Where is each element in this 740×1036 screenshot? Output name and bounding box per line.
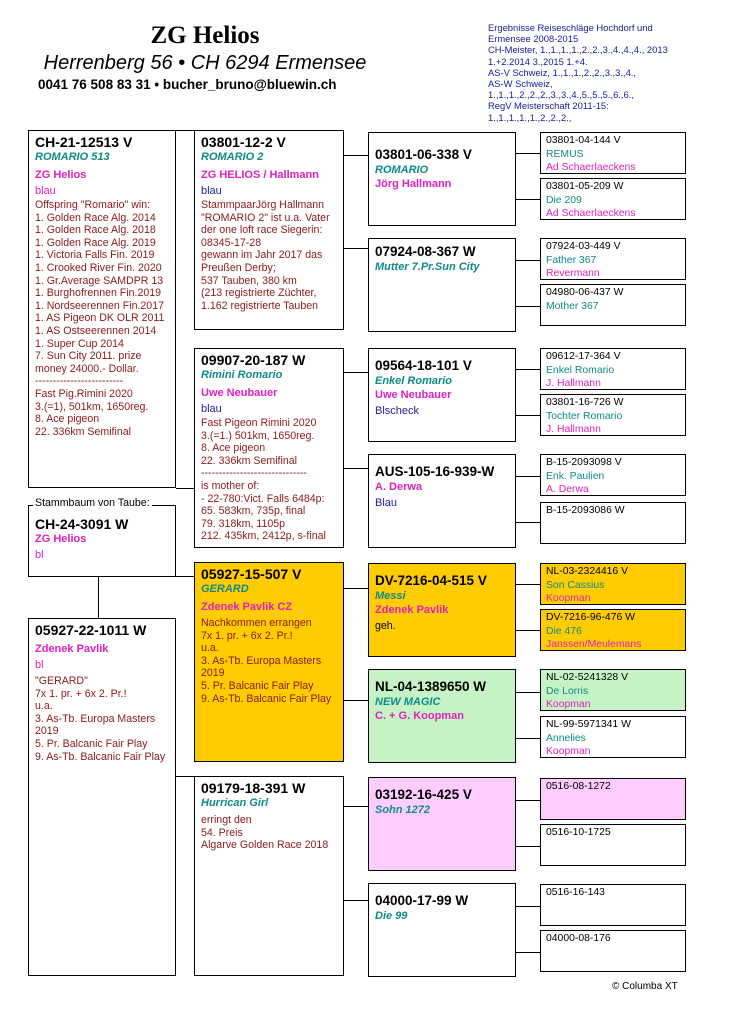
pigeon-color: geh. bbox=[375, 620, 396, 632]
connector-line bbox=[344, 468, 368, 469]
note-line: Fast Pigeon Rimini 2020 bbox=[201, 417, 317, 429]
note-line: - 22-780:Vict. Falls 6484p: bbox=[201, 492, 325, 505]
results-line: 1.+2.2014 3.,2015 1.+4. bbox=[488, 55, 588, 67]
ring-number: 03192-16-425 V bbox=[375, 787, 472, 802]
owner-name: J. Hallmann bbox=[546, 378, 601, 389]
pigeon-color: bl bbox=[35, 549, 44, 561]
ancestor-card[interactable] bbox=[368, 883, 516, 977]
connector-line bbox=[344, 155, 368, 156]
note-line: 8. Ace pigeon bbox=[35, 413, 100, 426]
great-grandparent-card[interactable] bbox=[540, 609, 686, 651]
pigeon-name: Annelies bbox=[546, 732, 586, 744]
ring-number: 04980-06-437 W bbox=[546, 287, 624, 298]
ring-number: 07924-03-449 V bbox=[546, 241, 621, 252]
pigeon-name: De Lorris bbox=[546, 685, 589, 697]
note-line: 537 Tauben, 380 km bbox=[201, 274, 297, 287]
note-line: 5. Pr. Balcanic Fair Play bbox=[201, 679, 314, 692]
note-line: 3. As-Tb. Europa Masters bbox=[35, 712, 156, 725]
note-line: money 24000.- Dollar. bbox=[35, 362, 139, 375]
note-line: "GERARD" bbox=[35, 675, 88, 687]
pigeon-name: ROMARIO 513 bbox=[35, 151, 110, 163]
results-line: CH-Meister, 1.,1.,1.,1.,2.,2.,3.,4.,4.,4., 2013 bbox=[488, 44, 668, 56]
note-line: 1. Crooked River Fin. 2020 bbox=[35, 261, 162, 274]
results-line: RegV Meisterschaft 2011-15: bbox=[488, 100, 609, 112]
stammbaum-label: Stammbaum von Taube: bbox=[35, 497, 150, 509]
ring-number: 07924-08-367 W bbox=[375, 244, 476, 259]
ring-number: 09612-17-364 V bbox=[546, 351, 621, 362]
ring-number: 0516-08-1272 bbox=[546, 781, 611, 792]
connector-line bbox=[516, 800, 540, 801]
pigeon-color: blau bbox=[35, 185, 56, 197]
ancestor-card[interactable] bbox=[368, 454, 516, 548]
great-grandparent-card[interactable] bbox=[540, 132, 686, 174]
ring-number: 04000-17-99 W bbox=[375, 893, 469, 908]
owner-name: A. Derwa bbox=[546, 484, 589, 495]
great-grandparent-card[interactable] bbox=[540, 394, 686, 436]
results-line: AS-W Schweiz, bbox=[488, 78, 553, 90]
owner-name: Koopman bbox=[546, 699, 591, 710]
achievement-notes bbox=[201, 617, 337, 705]
sire-card[interactable] bbox=[194, 130, 344, 330]
owner-name: Koopman bbox=[546, 593, 591, 604]
owner-name: ZG HELIOS / Hallmann bbox=[201, 169, 319, 181]
connector-line bbox=[516, 846, 540, 847]
note-line: Preußen Derby; bbox=[201, 261, 276, 274]
pigeon-color: bl bbox=[35, 659, 44, 671]
ring-number: 03801-04-144 V bbox=[546, 135, 621, 146]
owner-name: ZG Helios bbox=[35, 169, 87, 181]
note-line: 1. Burghofrennen Fin.2019 bbox=[35, 287, 162, 300]
results-line: 1.,1.,1.,1.,1.,2.,2.,2., bbox=[488, 111, 572, 123]
ring-number: 09179-18-391 W bbox=[201, 780, 306, 796]
note-line: 1. Super Cup 2014 bbox=[35, 337, 124, 350]
pigeon-name: REMUS bbox=[546, 148, 584, 160]
owner-name: Uwe Neubauer bbox=[201, 387, 278, 399]
achievement-notes bbox=[201, 814, 337, 852]
connector-line bbox=[176, 576, 194, 577]
connector-line bbox=[516, 476, 540, 477]
note-line: 7x 1. pr. + 6x 2. Pr.! bbox=[35, 687, 127, 700]
great-grandparent-card[interactable] bbox=[540, 178, 686, 220]
owner-name: Zdenek Pavlik bbox=[35, 643, 109, 655]
ring-number: 09564-18-101 V bbox=[375, 358, 472, 373]
ring-number: 0516-16-143 bbox=[546, 887, 605, 898]
note-line: 2019 bbox=[35, 725, 59, 738]
connector-line bbox=[516, 522, 540, 523]
subject-card[interactable] bbox=[28, 130, 176, 488]
note-line: 212. 435km, 2412p, s-final bbox=[201, 530, 326, 543]
pigeon-name: Messi bbox=[375, 590, 406, 602]
connector-line bbox=[516, 630, 540, 631]
ring-number: 03801-16-726 W bbox=[546, 397, 624, 408]
connector-line bbox=[516, 199, 540, 200]
pigeon-name: Rimini Romario bbox=[201, 369, 283, 381]
pigeon-name: Mother 367 bbox=[546, 300, 599, 312]
pigeon-name: Die 209 bbox=[546, 194, 582, 206]
owner-name: Zdenek Pavlik CZ bbox=[201, 601, 293, 613]
pigeon-color: blau bbox=[201, 403, 222, 415]
note-line: u.a. bbox=[35, 700, 53, 713]
great-grandparent-card[interactable] bbox=[540, 238, 686, 280]
pigeon-name: ROMARIO 2 bbox=[201, 151, 264, 163]
note-line: 3.(=1), 501km, 1650reg. bbox=[35, 400, 149, 413]
pigeon-name: Father 367 bbox=[546, 254, 597, 266]
note-line: 65. 583km, 735p, final bbox=[201, 505, 306, 518]
connector-line bbox=[516, 306, 540, 307]
pigeon-name: GERARD bbox=[201, 583, 249, 595]
connector-line bbox=[176, 488, 194, 489]
ancestor-card[interactable] bbox=[368, 348, 516, 442]
connector-line bbox=[516, 906, 540, 907]
connector-line bbox=[344, 372, 368, 373]
connector-line bbox=[344, 700, 368, 701]
dam-sire-card[interactable] bbox=[194, 562, 344, 762]
great-grandparent-card[interactable] bbox=[540, 930, 686, 972]
note-line: 08345-17-28 bbox=[201, 236, 262, 249]
note-line: erringt den bbox=[201, 814, 252, 826]
ring-number: 09907-20-187 W bbox=[201, 352, 306, 368]
note-line: 1. Victoria Falls Fin. 2019 bbox=[35, 249, 155, 262]
note-line: 2019 bbox=[201, 667, 225, 680]
achievement-notes bbox=[35, 675, 169, 763]
note-line: gewann im Jahr 2017 das bbox=[201, 249, 323, 262]
note-line: 1. AS Ostseerennen 2014 bbox=[35, 324, 157, 337]
great-grandparent-card[interactable] bbox=[540, 563, 686, 605]
ancestor-card[interactable] bbox=[368, 777, 516, 871]
note-line: der one loft race Siegerin: bbox=[201, 224, 323, 237]
note-line: Offspring "Romario" win: bbox=[35, 199, 151, 211]
pigeon-name: Die 476 bbox=[546, 625, 582, 637]
connector-line bbox=[344, 900, 368, 901]
note-line: is mother of: bbox=[201, 479, 260, 492]
note-line: 5. Pr. Balcanic Fair Play bbox=[35, 737, 148, 750]
ring-number: 0516-10-1725 bbox=[546, 827, 611, 838]
note-line: (213 registrierte Züchter, bbox=[201, 287, 317, 300]
great-grandparent-card[interactable] bbox=[540, 716, 686, 758]
note-line: 3. As-Tb. Europa Masters bbox=[201, 654, 322, 667]
owner-name: C. + G. Koopman bbox=[375, 710, 464, 722]
ring-number: NL-04-1389650 W bbox=[375, 679, 487, 694]
ancestor-card[interactable] bbox=[368, 238, 516, 332]
note-line: 22. 336km Semifinal bbox=[35, 425, 131, 438]
ring-number: B-15-2093086 W bbox=[546, 505, 625, 516]
pigeon-name: Enkel Romario bbox=[546, 364, 615, 376]
note-line: ------------------------------ bbox=[201, 467, 307, 480]
ring-number: 05927-15-507 V bbox=[201, 566, 302, 582]
owner-name: A. Derwa bbox=[375, 481, 423, 493]
ring-number: DV-7216-04-515 V bbox=[375, 573, 487, 588]
owner-name: ZG Helios bbox=[35, 533, 87, 545]
pigeon-name: ROMARIO bbox=[375, 164, 429, 176]
ring-number: CH-21-12513 V bbox=[35, 134, 133, 150]
owner-name: Ad Schaerlaeckens bbox=[546, 208, 636, 219]
note-line: 79. 318km, 1105p bbox=[201, 517, 286, 530]
connector-line bbox=[516, 260, 540, 261]
pigeon-name: Son Cassius bbox=[546, 579, 605, 591]
ring-number: DV-7216-96-476 W bbox=[546, 612, 635, 623]
note-line: StammpaarJörg Hallmann bbox=[201, 199, 325, 211]
ancestor-card[interactable] bbox=[368, 669, 516, 763]
breeder-contact: 0041 76 508 83 31 • bucher_bruno@bluewin.ch bbox=[38, 77, 337, 92]
connector-line bbox=[98, 577, 99, 618]
note-line: 54. Preis bbox=[201, 826, 243, 839]
stammbaum-card[interactable] bbox=[28, 505, 176, 577]
note-line: 22. 336km Semifinal bbox=[201, 454, 297, 467]
pigeon-name: NEW MAGIC bbox=[375, 696, 441, 708]
achievement-notes bbox=[201, 417, 337, 543]
note-line: u.a. bbox=[201, 642, 219, 655]
ring-number: 05927-22-1011 W bbox=[35, 622, 147, 638]
pigeon-name: Enkel Romario bbox=[375, 375, 453, 387]
results-line: AS-V Schweiz, 1.,1.,1.,2.,2.,3.,3.,4., bbox=[488, 66, 636, 78]
ring-number: 03801-05-209 W bbox=[546, 181, 624, 192]
note-line: 1. Golden Race Alg. 2019 bbox=[35, 236, 156, 249]
ring-number: AUS-105-16-939-W bbox=[375, 464, 495, 479]
connector-line bbox=[176, 776, 194, 777]
note-line: 1. Golden Race Alg. 2014 bbox=[35, 211, 156, 224]
pigeon-name: Enk. Paulien bbox=[546, 470, 605, 482]
owner-name: J. Hallmann bbox=[546, 424, 601, 435]
note-line: Algarve Golden Race 2018 bbox=[201, 839, 329, 852]
great-grandparent-card[interactable] bbox=[540, 824, 686, 866]
ring-number: NL-03-2324416 V bbox=[546, 566, 629, 577]
connector-line bbox=[344, 806, 368, 807]
note-line: 7. Sun City 2011. prize bbox=[35, 350, 142, 363]
ring-number: B-15-2093098 V bbox=[546, 457, 622, 468]
connector-line bbox=[516, 952, 540, 953]
note-line: 8. Ace pigeon bbox=[201, 442, 266, 455]
pigeon-name: Sohn 1272 bbox=[375, 804, 431, 816]
sire-dam-card[interactable] bbox=[194, 348, 344, 548]
ancestor-card[interactable] bbox=[368, 563, 516, 657]
owner-name: Koopman bbox=[546, 746, 591, 757]
owner-name: Jörg Hallmann bbox=[375, 178, 452, 190]
connector-line bbox=[516, 692, 540, 693]
note-line: 3.(=1.) 501km, 1650reg. bbox=[201, 429, 315, 442]
ring-number: NL-02-5241328 V bbox=[546, 672, 629, 683]
breeder-address: Herrenberg 56 • CH 6294 Ermensee bbox=[43, 52, 367, 74]
note-line: 1.162 registrierte Tauben bbox=[201, 299, 319, 312]
pigeon-color: Blscheck bbox=[375, 405, 420, 417]
great-grandparent-card[interactable] bbox=[540, 502, 686, 544]
breeder-title: ZG Helios bbox=[150, 22, 260, 49]
results-line: Ergebnisse Reiseschläge Hochdorf und bbox=[488, 22, 653, 33]
great-grandparent-card[interactable] bbox=[540, 454, 686, 496]
connector-line bbox=[516, 415, 540, 416]
pigeon-name: Mutter 7.Pr.Sun City bbox=[375, 261, 480, 273]
great-grandparent-card[interactable] bbox=[540, 778, 686, 820]
dam-dam-card[interactable] bbox=[194, 776, 344, 976]
results-line: Ermensee 2008-2015 bbox=[488, 33, 579, 45]
great-grandparent-card[interactable] bbox=[540, 884, 686, 926]
note-line: "ROMARIO 2" ist u.a. Vater bbox=[201, 211, 330, 224]
pigeon-name: Hurrican Girl bbox=[201, 797, 269, 809]
note-line: 9. As-Tb. Balcanic Fair Play bbox=[201, 692, 332, 705]
pigeon-name: Tochter Romario bbox=[546, 410, 623, 422]
connector-line bbox=[516, 369, 540, 370]
ring-number: 03801-12-2 V bbox=[201, 134, 286, 150]
note-line: 1. AS Pigeon DK OLR 2011 bbox=[35, 312, 165, 325]
ring-number: 04000-08-176 bbox=[546, 933, 611, 944]
owner-name: Janssen/Meulemans bbox=[546, 639, 642, 650]
note-line: 9. As-Tb. Balcanic Fair Play bbox=[35, 750, 166, 763]
note-line: 1. Golden Race Alg. 2018 bbox=[35, 224, 156, 237]
connector-line bbox=[344, 588, 368, 589]
great-grandparent-card[interactable] bbox=[540, 669, 686, 711]
pigeon-color: blau bbox=[201, 185, 222, 197]
note-line: 7x 1. pr. + 6x 2. Pr.! bbox=[201, 629, 293, 642]
dam-card[interactable] bbox=[28, 618, 176, 976]
note-line: Fast Pig.Rimini 2020 bbox=[35, 387, 133, 400]
note-line: Nachkommen errangen bbox=[201, 617, 312, 629]
note-line: 1. Nordseerennen Fin.2017 bbox=[35, 299, 164, 312]
note-line: 1. Gr.Average SAMDPR 13 bbox=[35, 274, 164, 287]
ring-number: CH-24-3091 W bbox=[35, 516, 129, 532]
ring-number: 03801-06-338 V bbox=[375, 147, 472, 162]
great-grandparent-card[interactable] bbox=[540, 348, 686, 390]
owner-name: Zdenek Pavlik bbox=[375, 604, 449, 616]
results-line: 1.,1.,1.,2.,2.,2.,3.,3.,4.,5.,5.,5.,6.,6., bbox=[488, 89, 634, 101]
ancestor-card[interactable] bbox=[368, 132, 516, 226]
achievement-notes bbox=[201, 199, 337, 312]
connector-line bbox=[516, 584, 540, 585]
ring-number: NL-99-5971341 W bbox=[546, 719, 631, 730]
copyright-footer: © Columba XT bbox=[612, 981, 678, 992]
pigeon-color: Blau bbox=[375, 497, 398, 509]
connector-line bbox=[516, 738, 540, 739]
owner-name: Uwe Neubauer bbox=[375, 389, 452, 401]
connector-line bbox=[176, 130, 194, 131]
results-list bbox=[488, 22, 728, 123]
great-grandparent-card[interactable] bbox=[540, 284, 686, 326]
owner-name: Ad Schaerlaeckens bbox=[546, 162, 636, 173]
connector-line bbox=[344, 248, 368, 249]
note-line: ------------------------- bbox=[35, 375, 124, 388]
pigeon-name: Die 99 bbox=[375, 910, 408, 922]
owner-name: Revermann bbox=[546, 268, 600, 279]
connector-line bbox=[516, 153, 540, 154]
achievement-notes bbox=[35, 199, 169, 438]
